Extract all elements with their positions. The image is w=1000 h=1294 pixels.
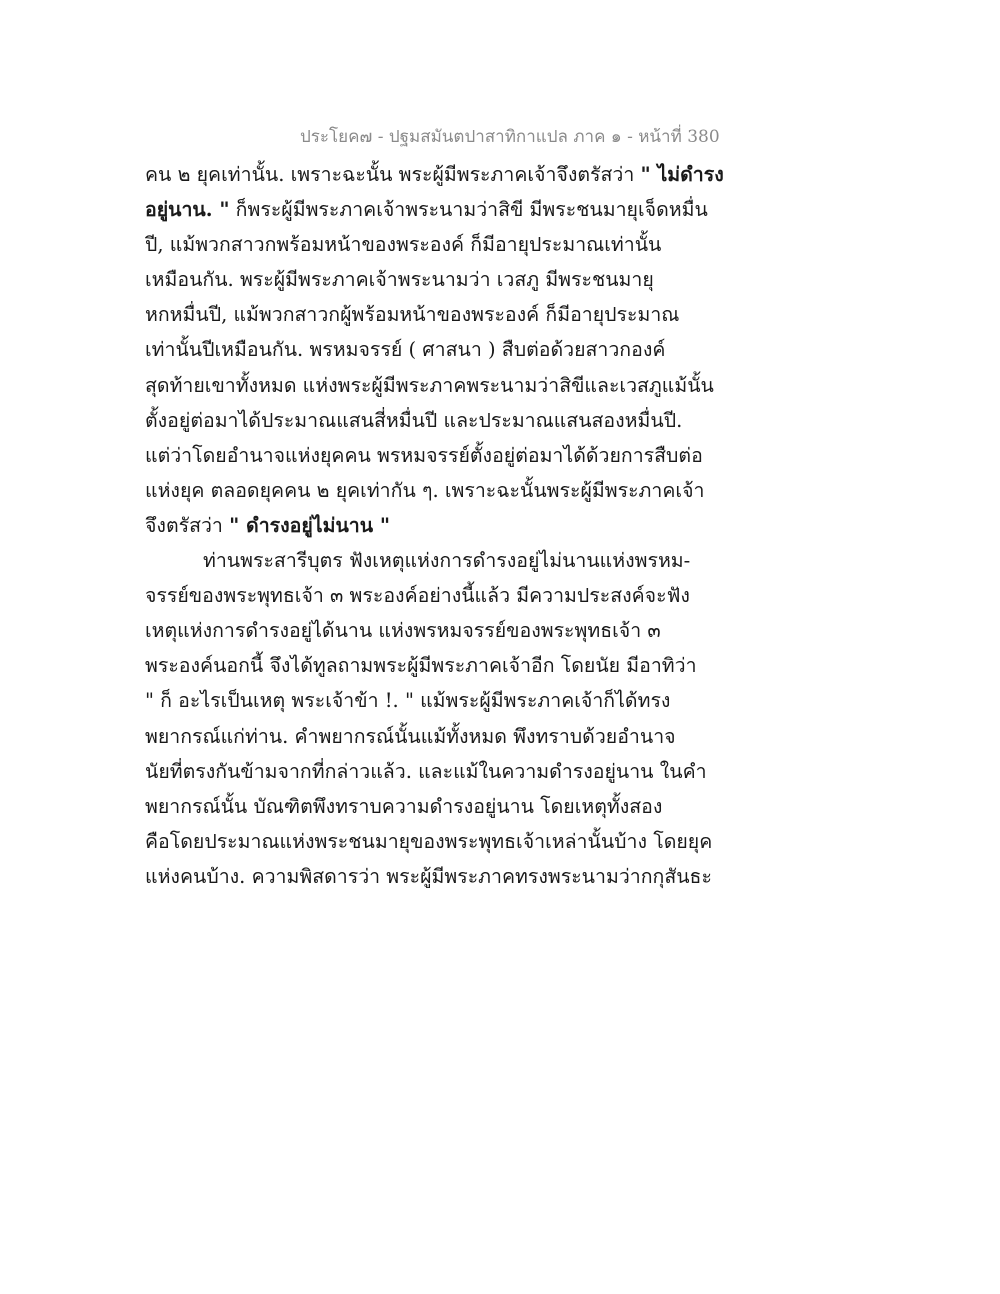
line-text: สุดท้ายเขาทั้งหมด แห่งพระผู้มีพระภาคพระนามว่าสิขีและเวสภูแม้นั้น bbox=[145, 373, 714, 397]
bold-text: " ไม่ดำรง bbox=[640, 163, 724, 186]
text-line bbox=[145, 262, 725, 297]
line-text: คือโดยประมาณแห่งพระชนมายุของพระพุทธเจ้าเหล่านั้นบ้าง โดยยุค bbox=[145, 829, 713, 853]
text-line bbox=[145, 297, 725, 332]
text-line bbox=[145, 508, 725, 543]
line-text: ก็พระผู้มีพระภาคเจ้าพระนามว่าสิขี มีพระชนมายุเจ็ดหมื่น bbox=[229, 198, 708, 222]
line-text: เท่านั้นปีเหมือนกัน. พรหมจรรย์ ( ศาสนา ) สืบต่อด้วยสาวกองค์ bbox=[145, 338, 666, 362]
line-text: จึงตรัสว่า bbox=[145, 513, 230, 537]
text-line bbox=[145, 648, 725, 683]
line-text: ท่านพระสารีบุตร ฟังเหตุแห่งการดำรงอยู่ไม่นานแห่งพรหม- bbox=[203, 549, 691, 573]
line-text: จรรย์ของพระพุทธเจ้า ๓ พระองค์อย่างนี้แล้ว มีความประสงค์จะฟัง bbox=[145, 584, 690, 608]
text-line bbox=[145, 157, 725, 192]
text-line bbox=[145, 578, 725, 613]
line-text: แห่งคนบ้าง. ความพิสดารว่า พระผู้มีพระภาคทรงพระนามว่ากกุสันธะ bbox=[145, 864, 712, 888]
line-text: นัยที่ตรงกันข้ามจากที่กล่าวแล้ว. และแม้ในความดำรงอยู่นาน ในคำ bbox=[145, 759, 707, 783]
line-text: ปี, แม้พวกสาวกพร้อมหน้าของพระองค์ ก็มีอายุประมาณเท่านั้น bbox=[145, 233, 662, 257]
line-text: หกหมื่นปี, แม้พวกสาวกผู้พร้อมหน้าของพระองค์ ก็มีอายุประมาณ bbox=[145, 303, 680, 327]
line-text: แต่ว่าโดยอำนาจแห่งยุคคน พรหมจรรย์ตั้งอยู่ต่อมาได้ด้วยการสืบต่อ bbox=[145, 443, 703, 467]
text-line bbox=[145, 824, 725, 859]
running-header: ประโยค๗ - ปฐมสมันตปาสาทิกาแปล ภาค ๑ - หน้าที่ 380 bbox=[300, 127, 720, 147]
text-line bbox=[145, 227, 725, 262]
text-line bbox=[145, 368, 725, 403]
text-line bbox=[145, 403, 725, 438]
text-line bbox=[145, 332, 725, 367]
text-line bbox=[145, 473, 725, 508]
line-text: เหมือนกัน. พระผู้มีพระภาคเจ้าพระนามว่า เวสภู มีพระชนมายุ bbox=[145, 268, 654, 292]
text-line bbox=[145, 683, 725, 718]
bold-text: " ดำรงอยู่ไม่นาน " bbox=[229, 513, 391, 537]
line-text: คน ๒ ยุคเท่านั้น. เพราะฉะนั้น พระผู้มีพระภาคเจ้าจึงตรัสว่า bbox=[145, 163, 641, 186]
text-line bbox=[145, 438, 725, 473]
text-line bbox=[145, 754, 725, 789]
line-text: พระองค์นอกนี้ จึงได้ทูลถามพระผู้มีพระภาคเจ้าอีก โดยนัย มีอาทิว่า bbox=[145, 654, 697, 678]
text-line bbox=[145, 192, 725, 227]
text-line bbox=[145, 859, 725, 894]
text-line bbox=[145, 719, 725, 754]
line-text: แห่งยุค ตลอดยุคคน ๒ ยุคเท่ากัน ๆ. เพราะฉะนั้นพระผู้มีพระภาคเจ้า bbox=[145, 478, 705, 502]
line-text: พยากรณ์นั้น บัณฑิตพึงทราบความดำรงอยู่นาน โดยเหตุทั้งสอง bbox=[145, 794, 663, 818]
text-line bbox=[145, 789, 725, 824]
bold-text: อยู่นาน. " bbox=[145, 198, 230, 222]
line-text: เหตุแห่งการดำรงอยู่ได้นาน แห่งพรหมจรรย์ของพระพุทธเจ้า ๓ bbox=[145, 619, 661, 643]
body-text bbox=[145, 157, 725, 894]
paragraph-first-line bbox=[145, 543, 725, 578]
line-text: " ก็ อะไรเป็นเหตุ พระเจ้าข้า !. " แม้พระผู้มีพระภาคเจ้าก็ได้ทรง bbox=[145, 689, 671, 713]
text-line bbox=[145, 613, 725, 648]
line-text: พยากรณ์แก่ท่าน. คำพยากรณ์นั้นแม้ทั้งหมด พึงทราบด้วยอำนาจ bbox=[145, 724, 676, 748]
line-text: ตั้งอยู่ต่อมาได้ประมาณแสนสี่หมื่นปี และประมาณแสนสองหมื่นปี. bbox=[145, 408, 683, 432]
